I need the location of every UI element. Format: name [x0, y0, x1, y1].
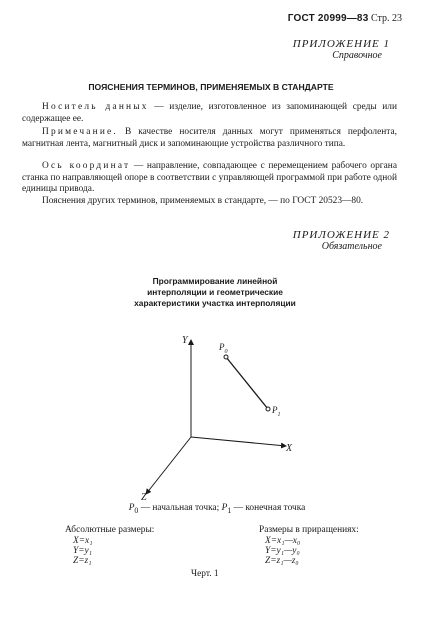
incremental-formula-x: X=x₁—x₀	[265, 536, 301, 546]
appendix-2-subtitle: Обязательное	[321, 241, 382, 252]
interpolation-segment	[226, 357, 268, 409]
paragraph-other-terms: Пояснения других терминов, применяемых в стандарте, — по ГОСТ 20523—80.	[42, 196, 364, 206]
axis-z-line	[146, 437, 191, 494]
appendix-1-title: ПРИЛОЖЕНИЕ 1	[292, 38, 390, 50]
absolute-formula-x: X=x₁	[73, 536, 93, 546]
figure-title: Программирование линейной интерполяции и геометрические характеристики участка интерполяции	[134, 276, 296, 309]
incremental-formula-z: Z=z₁—z₀	[265, 556, 299, 566]
page-number: Стр. 23	[370, 13, 402, 24]
absolute-formula-y: Y=y₁	[73, 546, 92, 556]
axis-x-label: X	[286, 443, 293, 454]
appendix-2-title: ПРИЛОЖЕНИЕ 2	[292, 229, 390, 241]
axis-z-label: Z	[141, 492, 147, 503]
absolute-formula-z: Z=z₁	[73, 556, 92, 566]
end-point-label: $P_1$	[272, 405, 281, 418]
definition-coordinate-axis: — направление, совпадающее с перемещением рабочего органа станка по направляющей опоре в соответствии с управляющей программой при работе одной единицы привода.	[22, 161, 397, 195]
axis-x-line	[191, 437, 286, 446]
standard-number: ГОСТ 20999—83	[287, 13, 369, 24]
start-point-label: $P_0$	[219, 342, 228, 355]
term-data-carrier: Носитель данных	[42, 102, 149, 112]
axis-y-label: Y	[182, 335, 188, 346]
appendix-1-subtitle: Справочное	[332, 50, 382, 61]
end-point-marker	[266, 407, 270, 411]
note-text: В качестве носителя данных могут применяться перфолента, магнитная лента, магнитный диск и запоминающие устройства различного типа.	[22, 127, 397, 149]
section-title: ПОЯСНЕНИЯ ТЕРМИНОВ, ПРИМЕНЯЕМЫХ В СТАНДАРТЕ	[88, 82, 334, 92]
term-coordinate-axis: Ось координат	[42, 161, 131, 171]
definition-data-carrier: — изделие, изготовленное из запоминающей среды или содержащее ее.	[22, 102, 397, 124]
incremental-formula-y: Y=y₁—y₀	[265, 546, 300, 556]
figure-number: Черт. 1	[191, 569, 219, 579]
absolute-dimensions-title: Абсолютные размеры:	[65, 525, 155, 535]
incremental-dimensions-title: Размеры в приращениях:	[259, 525, 359, 535]
start-point-marker	[224, 355, 228, 359]
figure-caption: $P_0$ — начальная точка; $P_1$ — конечная точка	[128, 503, 306, 515]
term-note: Примечание.	[42, 127, 118, 137]
